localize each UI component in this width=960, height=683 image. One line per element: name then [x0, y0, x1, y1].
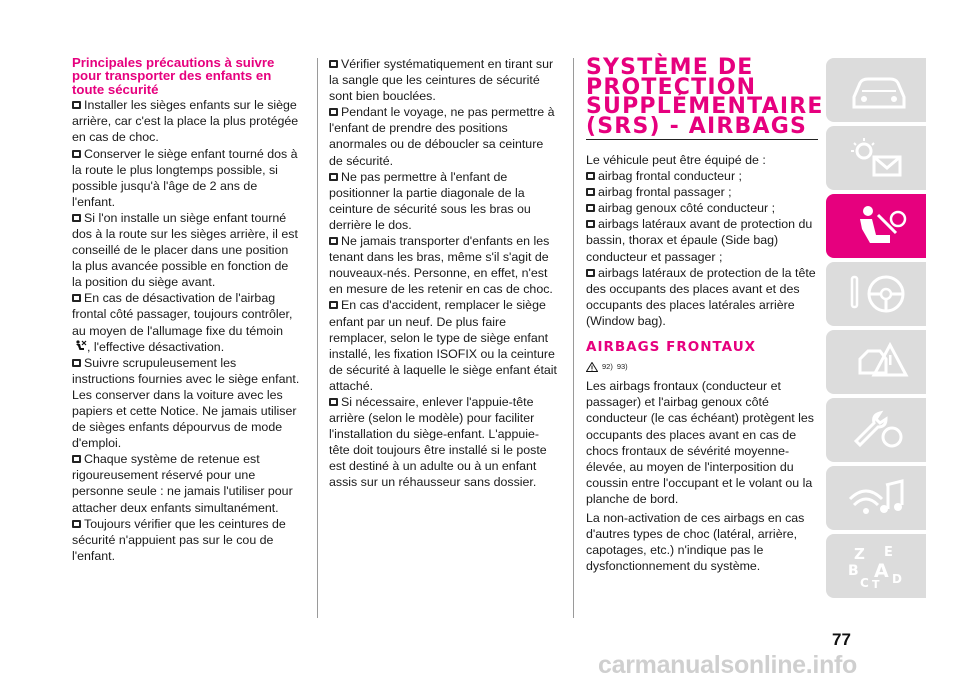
list-item: Si nécessaire, enlever l'appuie-tête arrière (selon le modèle) pour faciliter l'installation du siège-enfant. L'appuie-tête doit toujours être installé si le poste est destiné à un adulte ou à un enfant assis sur un réhausseur sans dossier.	[329, 394, 547, 490]
emergency-icon	[846, 339, 910, 385]
checkbox-bullet-icon	[586, 269, 595, 277]
list-item: Ne pas permettre à l'enfant de positionner la partie diagonale de la ceinture de sécurité sous les bras ou derrière le dos.	[329, 169, 531, 232]
airbag-off-warning-icon	[74, 340, 87, 352]
tab-safety[interactable]	[826, 194, 926, 258]
list-item: airbag genoux côté conducteur ;	[586, 200, 818, 216]
column-3	[586, 55, 824, 574]
checkbox-bullet-icon	[72, 359, 81, 367]
section-heading-child-safety: Principales précautions à suivre pour transporter des enfants en toute sécurité	[72, 55, 275, 97]
list-item: Installer les sièges enfants sur le siège arrière, car c'est la place la plus protégée en cas de choc.	[72, 98, 299, 145]
checkbox-bullet-icon	[586, 220, 595, 228]
list-item-airbag-deactivation: En cas de désactivation de l'airbag frontal côté passager, toujours contrôler, au moyen de l'allumage fixe du témoin , l'effective désactivation.	[72, 291, 293, 354]
watermark: carmanualsonline.info	[598, 651, 858, 679]
list-item: airbags latéraux de protection de la tête des occupants des places avant et des occupants des places latérales arrière (Window bag).	[586, 265, 816, 328]
tab-warning-lights[interactable]	[826, 126, 926, 190]
tab-dashboard[interactable]	[826, 58, 926, 122]
checkbox-bullet-icon	[329, 108, 338, 116]
page-number: 77	[832, 630, 851, 649]
list-item: Pendant le voyage, ne pas permettre à l'enfant de prendre des positions anormales ou de déboucler sa ceinture de sécurité.	[329, 105, 555, 168]
seat-safety-icon	[846, 203, 910, 249]
list-item: Chaque système de retenue est rigoureusement réservé pour une personne seule : ne jamais l'utiliser pour attacher deux enfants simultanément.	[72, 452, 293, 515]
chapter-tabs	[826, 58, 926, 602]
index-letter: B	[848, 563, 859, 579]
list-item: Si l'on installe un siège enfant tourné dos à la route sur les sièges arrière, il est conseillé de le placer dans une position la plus avancée possible en fonction de la position du siège avant.	[72, 210, 298, 290]
warning-triangle-icon	[586, 362, 598, 372]
intro-text: Le véhicule peut être équipé de :	[586, 153, 766, 167]
checkbox-bullet-icon	[72, 214, 81, 222]
checkbox-bullet-icon	[329, 398, 338, 406]
index-letter: A	[874, 560, 889, 582]
index-letter: E	[884, 545, 893, 560]
warning-references	[586, 359, 818, 375]
checkbox-bullet-icon	[586, 172, 595, 180]
steering-wheel-icon	[846, 271, 910, 317]
chapter-title: SYSTÈME DE PROTECTION SUPPLÉMENTAIRE (SRS) - AIRBAGS	[586, 55, 824, 139]
paragraph: La non-activation de ces airbags en cas d'autres types de choc (latéral, arrière, capotages, etc.) n'indique pas le dysfonctionnement du système.	[586, 510, 805, 574]
list-item: Ne jamais transporter d'enfants en les tenant dans les bras, même s'il s'agit de nouveaux-nés. Personne, en effet, n'est en mesure de les retenir en cas de choc.	[329, 234, 553, 297]
title-underline	[586, 139, 818, 140]
warning-lights-icon	[846, 135, 910, 181]
maintenance-icon	[846, 407, 910, 453]
list-item: Conserver le siège enfant tourné dos à la route le plus longtemps possible, si possible jusqu'à l'âge de 2 ans de l'enfant.	[72, 146, 298, 209]
index-letter: C	[860, 576, 869, 589]
index-letter: Z	[854, 545, 865, 563]
paragraph: Les airbags frontaux (conducteur et passager) et l'airbag genoux côté conducteur (le cas échéant) protègent les occupants des places avant en cas de chocs frontaux de sévérité moyenne-élevée, au moyen de l'interposition du coussin entre l'occupant et le volant ou la planche de bord.	[586, 379, 814, 506]
checkbox-bullet-icon	[329, 60, 338, 68]
car-dashboard-icon	[846, 67, 910, 113]
checkbox-bullet-icon	[72, 294, 81, 302]
list-item: Toujours vérifier que les ceintures de sécurité n'appuient pas sur le cou de l'enfant.	[72, 516, 286, 563]
column-divider	[317, 58, 318, 618]
list-item: Vérifier systématiquement en tirant sur la sangle que les ceintures de sécurité sont bien bouclées.	[329, 57, 554, 104]
checkbox-bullet-icon	[586, 188, 595, 196]
index-icon	[846, 543, 910, 589]
tab-emergency[interactable]	[826, 330, 926, 394]
tab-index[interactable]	[826, 534, 926, 598]
checkbox-bullet-icon	[586, 204, 595, 212]
checkbox-bullet-icon	[72, 520, 81, 528]
tab-multimedia[interactable]	[826, 466, 926, 530]
section-title-frontal-airbags: AIRBAGS FRONTAUX	[586, 339, 757, 356]
list-item: En cas d'accident, remplacer le siège enfant par un neuf. De plus faire remplacer, selon le type de siège enfant installé, les fixation ISOFIX ou la ceinture de sécurité à laquelle le siège enfant était attaché.	[329, 298, 558, 393]
checkbox-bullet-icon	[72, 455, 81, 463]
column-2	[329, 56, 559, 491]
tab-maintenance[interactable]	[826, 398, 926, 462]
checkbox-bullet-icon	[72, 150, 81, 158]
index-letter: T	[872, 578, 880, 589]
index-letter: D	[892, 572, 902, 586]
list-item: Suivre scrupuleusement les instructions fournies avec le siège enfant. Les conserver dans la voiture avec les papiers et cette Notice. Ne jamais utiliser de sièges enfants dépourvus de mode d'emploi.	[72, 355, 300, 451]
reference-number[interactable]: 92)	[602, 362, 613, 372]
reference-number[interactable]: 93)	[616, 362, 628, 372]
list-item: airbags latéraux avant de protection du bassin, thorax et épaule (Side bag) conducteur et passager ;	[586, 217, 813, 264]
checkbox-bullet-icon	[329, 173, 338, 181]
checkbox-bullet-icon	[329, 301, 338, 309]
list-item: airbag frontal conducteur ;	[586, 168, 818, 184]
checkbox-bullet-icon	[72, 101, 81, 109]
list-item: airbag frontal passager ;	[586, 184, 818, 200]
column-1	[72, 56, 300, 564]
checkbox-bullet-icon	[329, 237, 338, 245]
tab-driving[interactable]	[826, 262, 926, 326]
multimedia-icon	[846, 475, 910, 521]
column-divider	[573, 58, 574, 618]
